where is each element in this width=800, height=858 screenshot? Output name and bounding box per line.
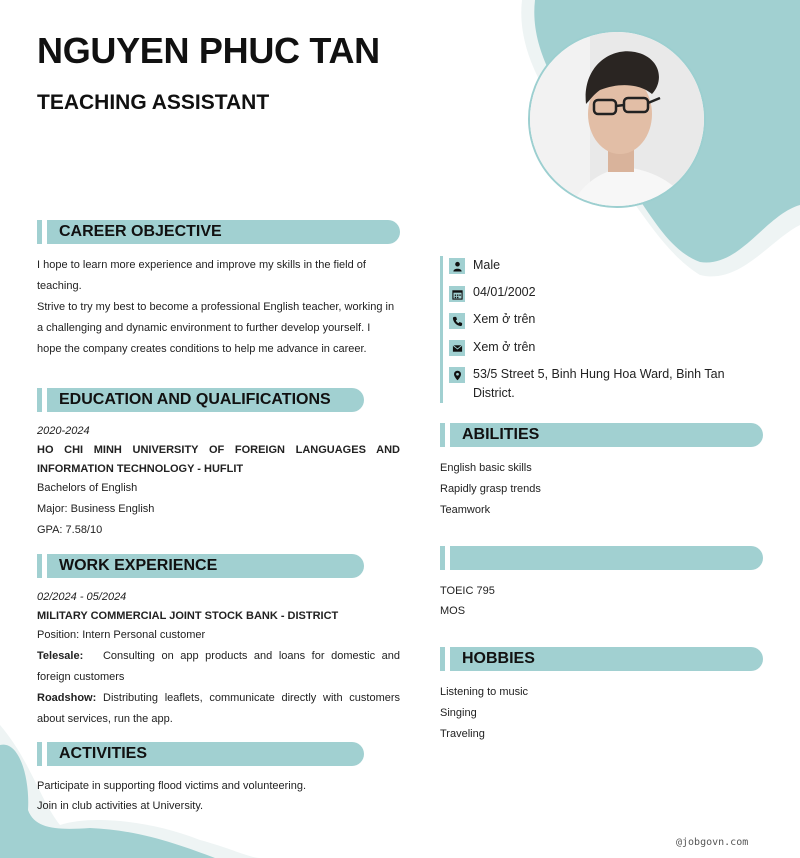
address-line: District.: [473, 386, 515, 400]
profile-photo: [528, 30, 706, 208]
education-school-line1: HO CHI MINH UNIVERSITY OF FOREIGN LANGUAGES AND: [37, 444, 400, 456]
education-school-line2: INFORMATION TECHNOLOGY - HUFLIT: [37, 463, 244, 475]
contact-dob: 04/01/2002: [473, 285, 536, 299]
text-line: hope the company creates conditions to help me advance in career.: [37, 343, 367, 355]
section-abilities-heading: [440, 423, 763, 447]
work-company: MILITARY COMMERCIAL JOINT STOCK BANK - DISTRICT: [37, 610, 339, 622]
person-portrait-icon: [530, 32, 706, 208]
certificates-list: [440, 581, 495, 621]
text-line: teaching.: [37, 280, 82, 292]
text-line: Join in club activities at University.: [37, 800, 204, 812]
activities-text: [37, 776, 306, 816]
work-roadshow-line1: [37, 688, 400, 709]
contact-gender: Male: [473, 258, 501, 272]
contact-email: Xem ở trên: [473, 340, 536, 354]
section-career-objective-heading: [37, 220, 400, 244]
list-item: MOS: [440, 605, 466, 617]
section-hobbies-heading: [440, 647, 763, 671]
abilities-list: [440, 458, 541, 521]
education-period: 2020-2024: [37, 425, 90, 437]
phone-icon: [449, 313, 465, 329]
work-telesale-line2: foreign customers: [37, 671, 125, 683]
text-line: I hope to learn more experience and improve my skills in the field of: [37, 259, 366, 271]
telesale-label: Telesale:: [37, 650, 84, 662]
list-item: Rapidly grasp trends: [440, 483, 541, 495]
list-item: Listening to music: [440, 686, 529, 698]
watermark: @jobgovn.com: [676, 837, 749, 848]
contact-address: [473, 365, 763, 403]
work-telesale-line1: [37, 646, 400, 667]
text-line: a challenging and dynamic environment to further develop yourself. I: [37, 322, 371, 334]
calendar-icon: [449, 286, 465, 302]
candidate-name: NGUYEN PHUC TAN: [37, 30, 380, 71]
address-line: 53/5 Street 5, Binh Hung Hoa Ward, Binh Tan: [473, 367, 725, 381]
mail-icon: [449, 340, 465, 356]
job-title: TEACHING ASSISTANT: [37, 91, 270, 114]
section-title: HOBBIES: [462, 650, 535, 667]
section-education-heading: [37, 388, 364, 412]
location-pin-icon: [449, 367, 465, 383]
work-period: 02/2024 - 05/2024: [37, 591, 127, 603]
section-title: WORK EXPERIENCE: [59, 557, 218, 574]
list-item: TOEIC 795: [440, 585, 495, 597]
list-item: Singing: [440, 707, 477, 719]
section-title: EDUCATION AND QUALIFICATIONS: [59, 391, 331, 408]
contact-divider: [440, 256, 443, 403]
list-item: Traveling: [440, 728, 485, 740]
hobbies-list: [440, 682, 528, 745]
work-position: Position: Intern Personal customer: [37, 629, 206, 641]
education-degree: Bachelors of English: [37, 482, 138, 494]
section-activities-heading: [37, 742, 364, 766]
list-item: Teamwork: [440, 504, 491, 516]
text-line: Participate in supporting flood victims and volunteering.: [37, 780, 307, 792]
section-title: ABILITIES: [462, 426, 540, 443]
career-objective-text: [37, 255, 402, 360]
section-title: ACTIVITIES: [59, 745, 148, 762]
person-icon: [449, 258, 465, 274]
roadshow-label: Roadshow:: [37, 692, 97, 704]
work-roadshow-line2: about services, run the app.: [37, 713, 173, 725]
text-line: Strive to try my best to become a professional English teacher, working in: [37, 301, 395, 313]
section-title: CAREER OBJECTIVE: [59, 223, 222, 240]
contact-phone: Xem ở trên: [473, 312, 536, 326]
education-major: Major: Business English: [37, 503, 155, 515]
list-item: English basic skills: [440, 462, 532, 474]
section-certificates-heading: [440, 546, 763, 570]
section-work-experience-heading: [37, 554, 364, 578]
roadshow-text: Distributing leaflets, communicate directly with customers: [103, 692, 401, 704]
education-gpa: GPA: 7.58/10: [37, 524, 103, 536]
telesale-text: Consulting on app products and loans for domestic and: [102, 650, 401, 662]
